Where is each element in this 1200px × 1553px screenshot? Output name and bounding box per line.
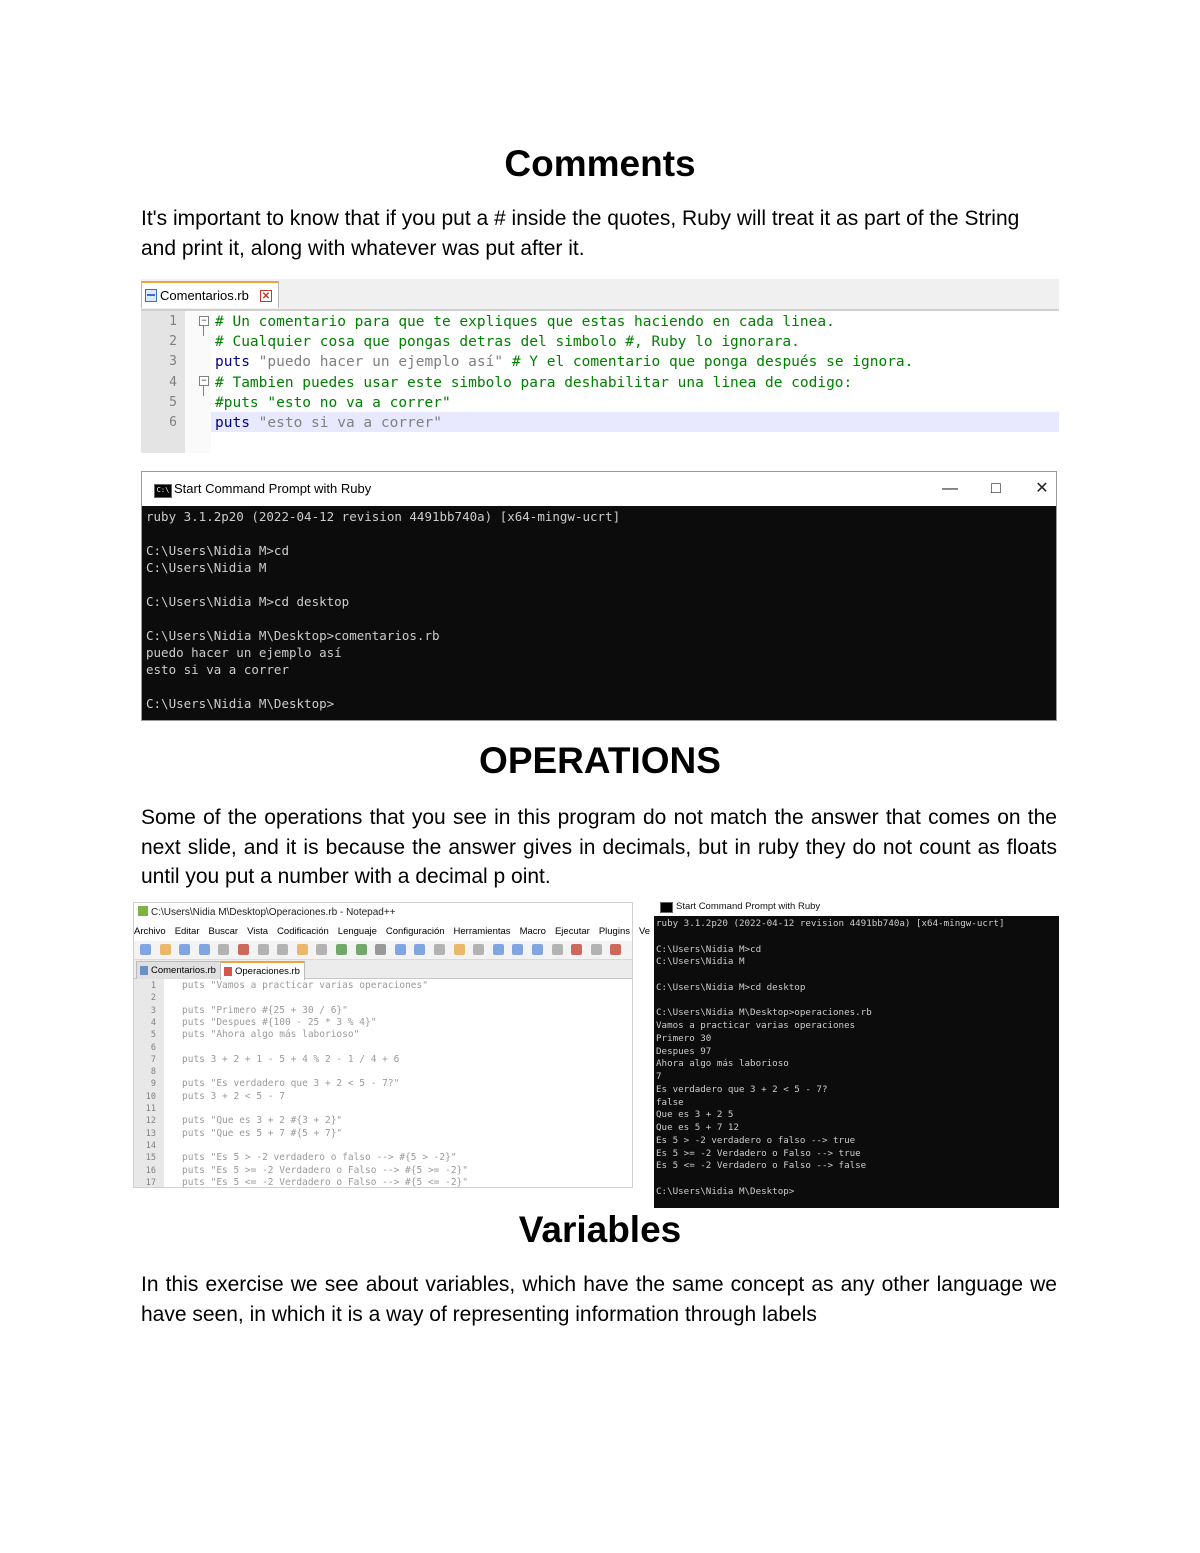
close-tab-icon[interactable]: ✕ (261, 291, 271, 302)
line-number: 2 (169, 334, 177, 350)
menu-item[interactable]: Vista (247, 926, 269, 937)
code-line[interactable] (134, 1103, 634, 1115)
code-line[interactable] (134, 1128, 634, 1140)
line-number: 5 (169, 394, 177, 410)
toolbar-button-icon[interactable] (140, 944, 151, 955)
code-token: # Un comentario para que te expliques que estas haciendo en cada linea. (215, 314, 835, 330)
code-text: puts "Ahora algo más laborioso" (182, 1029, 360, 1041)
file-icon (140, 966, 148, 975)
command-prompt-window (141, 471, 1057, 721)
window-titlebar[interactable] (654, 897, 1059, 916)
menu-item[interactable]: Editar (174, 926, 200, 937)
menu-bar (134, 923, 651, 941)
code-line[interactable] (134, 1042, 634, 1054)
editor-title: C:\Users\Nidia M\Desktop\Operaciones.rb - Notepad++ (151, 907, 396, 918)
toolbar-button-icon[interactable] (160, 944, 171, 955)
code-text: puts "Es 5 >= -2 Verdadero o Falso --> #{5 >= -2}" (182, 1164, 468, 1176)
editor-tab-bar (141, 279, 1059, 311)
window-title: Start Command Prompt with Ruby (174, 481, 372, 496)
code-line[interactable] (134, 980, 634, 992)
line-number: 12 (145, 1116, 156, 1127)
tab-operaciones[interactable] (220, 961, 305, 980)
code-token: #puts "esto no va a correr" (215, 394, 451, 411)
code-token: puts (215, 354, 259, 371)
notepadpp-icon (138, 906, 148, 916)
menu-item[interactable]: Ejecutar (554, 926, 590, 937)
toolbar-button-icon[interactable] (512, 944, 523, 955)
line-number: 16 (145, 1165, 156, 1176)
toolbar-button-icon[interactable] (277, 944, 288, 955)
line-number: 13 (145, 1128, 156, 1139)
line-number: 1 (150, 981, 156, 991)
code-line[interactable] (134, 1152, 634, 1164)
toolbar-button-icon[interactable] (473, 944, 484, 955)
toolbar-button-icon[interactable] (238, 944, 249, 955)
line-number: 6 (150, 1042, 156, 1053)
fold-toggle-icon[interactable]: − (199, 376, 209, 386)
toolbar-button-icon[interactable] (336, 944, 347, 955)
code-text: puts "Es 5 <= -2 Verdadero o Falso --> #{5 <= -2}" (182, 1176, 468, 1188)
code-line[interactable] (134, 1177, 634, 1189)
toolbar-button-icon[interactable] (414, 944, 425, 955)
line-number: 9 (150, 1079, 156, 1090)
code-text: puts 3 + 2 + 1 - 5 + 4 % 2 - 1 / 4 + 6 (182, 1053, 400, 1065)
code-token: "puedo hacer un ejemplo así" (258, 354, 512, 371)
toolbar-button-icon[interactable] (532, 944, 543, 955)
close-button[interactable]: ✕ (1035, 480, 1049, 497)
line-number: 10 (145, 1091, 156, 1102)
toolbar-button-icon[interactable] (571, 944, 582, 955)
line-number: 4 (150, 1017, 156, 1028)
operations-command-prompt (654, 897, 1059, 1208)
line-number: 6 (169, 415, 177, 430)
code-line[interactable] (134, 1054, 634, 1066)
code-text (215, 413, 442, 433)
toolbar-button-icon[interactable] (375, 944, 386, 955)
toolbar-button-icon[interactable] (591, 944, 602, 955)
code-text (215, 393, 451, 413)
fold-toggle-icon[interactable]: − (199, 316, 209, 326)
line-number: 8 (150, 1067, 156, 1078)
code-text: puts "Primero #{25 + 30 / 6}" (182, 1004, 348, 1016)
toolbar-button-icon[interactable] (493, 944, 504, 955)
code-line[interactable] (134, 1005, 634, 1017)
line-number: 1 (169, 314, 177, 329)
code-text (215, 373, 852, 393)
code-line[interactable] (134, 992, 634, 1004)
variables-heading: Variables (518, 1209, 682, 1250)
toolbar-button-icon[interactable] (395, 944, 406, 955)
file-icon (145, 289, 157, 302)
code-text (215, 312, 835, 332)
toolbar-button-icon[interactable] (552, 944, 563, 955)
editor-tab-bar (134, 960, 632, 979)
code-text: puts "Que es 5 + 7 #{5 + 7}" (182, 1127, 343, 1139)
toolbar-button-icon[interactable] (610, 944, 621, 955)
line-number: 15 (145, 1153, 156, 1164)
tab-label: Comentarios.rb (160, 288, 249, 303)
code-line[interactable] (134, 1066, 634, 1078)
toolbar (134, 941, 632, 960)
menu-item[interactable]: Macro (519, 926, 546, 937)
editor-titlebar (134, 903, 632, 923)
line-number: 2 (150, 993, 156, 1004)
code-line[interactable] (134, 1115, 634, 1127)
code-line[interactable] (134, 1029, 634, 1041)
terminal-output: ruby 3.1.2p20 (2022-04-12 revision 4491bb740a) [x64-mingw-ucrt] C:\Users\Nidia M>cd C:\Users\Nidia M C:\Users\Nidia M>cd desktop C:\Users\Nidia M\Desktop>comentarios.rb puedo hacer un ejemplo así esto si va a correr C:\Users\Nidia M\Desktop> (146, 509, 621, 711)
toolbar-button-icon[interactable] (199, 944, 210, 955)
code-line[interactable] (134, 1017, 634, 1029)
code-text (215, 352, 913, 372)
menu-item[interactable]: Archivo (134, 926, 166, 937)
minimize-button[interactable]: — (942, 480, 958, 497)
menu-item[interactable]: Herramientas (453, 926, 511, 937)
comments-heading: Comments (504, 143, 696, 184)
fold-line (203, 386, 204, 396)
line-number: 14 (145, 1140, 156, 1151)
tab-comentarios[interactable] (141, 281, 279, 308)
menu-item[interactable]: Codificación (277, 926, 329, 937)
toolbar-button-icon[interactable] (218, 944, 229, 955)
code-text: puts 3 + 2 < 5 - 7 (182, 1090, 285, 1102)
fold-line (203, 326, 204, 336)
tab-label: Comentarios.rb (151, 965, 216, 976)
toolbar-button-icon[interactable] (297, 944, 308, 955)
operaciones-editor-screenshot (133, 902, 651, 1188)
terminal-icon: C:\ (154, 484, 172, 498)
code-line[interactable] (134, 1140, 634, 1152)
code-token: # Y el comentario que ponga después se ignora. (511, 354, 914, 371)
menu-item[interactable]: Lenguaje (337, 926, 377, 937)
terminal-icon (660, 902, 673, 913)
menu-item[interactable]: Configuración (385, 926, 445, 937)
toolbar-button-icon[interactable] (356, 944, 367, 955)
line-number: 5 (150, 1030, 156, 1041)
code-text (215, 332, 800, 352)
code-token: "esto si va a correr" (258, 415, 442, 431)
operations-paragraph: Some of the operations that you see in this program do not match the answer that comes on the next slide, and it is because the answer gives in decimals, but in ruby they do not count as floats until you put a number with a decimal p oint. (141, 806, 1057, 888)
line-number: 3 (169, 354, 177, 370)
code-line[interactable] (141, 332, 1059, 352)
line-number: 7 (150, 1054, 156, 1065)
code-text: puts "Que es 3 + 2 #{3 + 2}" (182, 1115, 343, 1127)
code-text: puts "Vamos a practicar varias operaciones" (182, 980, 428, 991)
code-token: # Tambien puedes usar este simbolo para deshabilitar una linea de codigo: (215, 374, 853, 391)
menu-item[interactable]: Ve (639, 926, 651, 937)
toolbar-button-icon[interactable] (179, 944, 190, 955)
code-text: puts "Es verdadero que 3 + 2 < 5 - 7?" (182, 1078, 400, 1090)
code-line[interactable] (134, 1078, 634, 1090)
toolbar-button-icon[interactable] (316, 944, 327, 955)
code-line[interactable] (141, 312, 1059, 332)
line-number: 11 (145, 1104, 156, 1114)
code-line[interactable] (141, 373, 1059, 393)
code-line[interactable] (141, 393, 1059, 413)
window-titlebar[interactable] (142, 472, 1056, 506)
unsaved-file-icon (224, 967, 232, 976)
code-text: puts "Despues #{100 - 25 * 3 % 4}" (182, 1016, 377, 1028)
code-text: puts "Es 5 > -2 verdadero o falso --> #{5 > -2}" (182, 1152, 457, 1164)
terminal-output: ruby 3.1.2p20 (2022-04-12 revision 4491bb740a) [x64-mingw-ucrt] C:\Users\Nidia M>cd C:\Users\Nidia M C:\Users\Nidia M>cd desktop C:\Users\Nidia M\Desktop>operaciones.rb Vamos a practicar varias operaciones Primero 30 Despues 97 Ahora algo más laborioso 7 Es verdadero que 3 + 2 < 5 - 7? false Que es 3 + 2 5 Que es 5 + 7 12 Es 5 > -2 verdadero o falso --> true Es 5 >= -2 Verdadero o Falso --> true Es 5 <= -2 Verdadero o Falso --> false C:\Users\Nidia M\Desktop> (656, 918, 1005, 1197)
menu-item[interactable]: Plugins (598, 926, 630, 937)
code-line[interactable] (134, 1165, 634, 1177)
menu-item[interactable]: Buscar (208, 926, 239, 937)
line-number: 4 (169, 374, 177, 390)
operations-heading: OPERATIONS (479, 740, 721, 781)
code-line[interactable] (134, 1091, 634, 1103)
tab-label: Operaciones.rb (235, 966, 300, 977)
code-line[interactable] (141, 352, 1059, 372)
tab-comentarios[interactable] (136, 961, 221, 979)
comments-paragraph: It's important to know that if you put a # inside the quotes, Ruby will treat it as part of the String and print it, along with whatever was put after it. (141, 207, 1020, 260)
code-token: puts (215, 415, 259, 431)
toolbar-button-icon[interactable] (454, 944, 465, 955)
comentarios-editor-screenshot (141, 279, 1059, 453)
variables-paragraph: In this exercise we see about variables, which have the same concept as any other language we have seen, in which it is a way of representing information through labels (141, 1273, 1057, 1326)
maximize-button[interactable]: □ (991, 480, 1001, 497)
toolbar-button-icon[interactable] (434, 944, 445, 955)
line-number: 3 (150, 1005, 156, 1016)
code-token: # Cualquier cosa que pongas detras del simbolo #, Ruby lo ignorara. (215, 334, 800, 351)
code-line[interactable] (141, 413, 1059, 433)
line-number: 17 (145, 1177, 156, 1188)
window-title: Start Command Prompt with Ruby (676, 901, 821, 912)
toolbar-button-icon[interactable] (258, 944, 269, 955)
